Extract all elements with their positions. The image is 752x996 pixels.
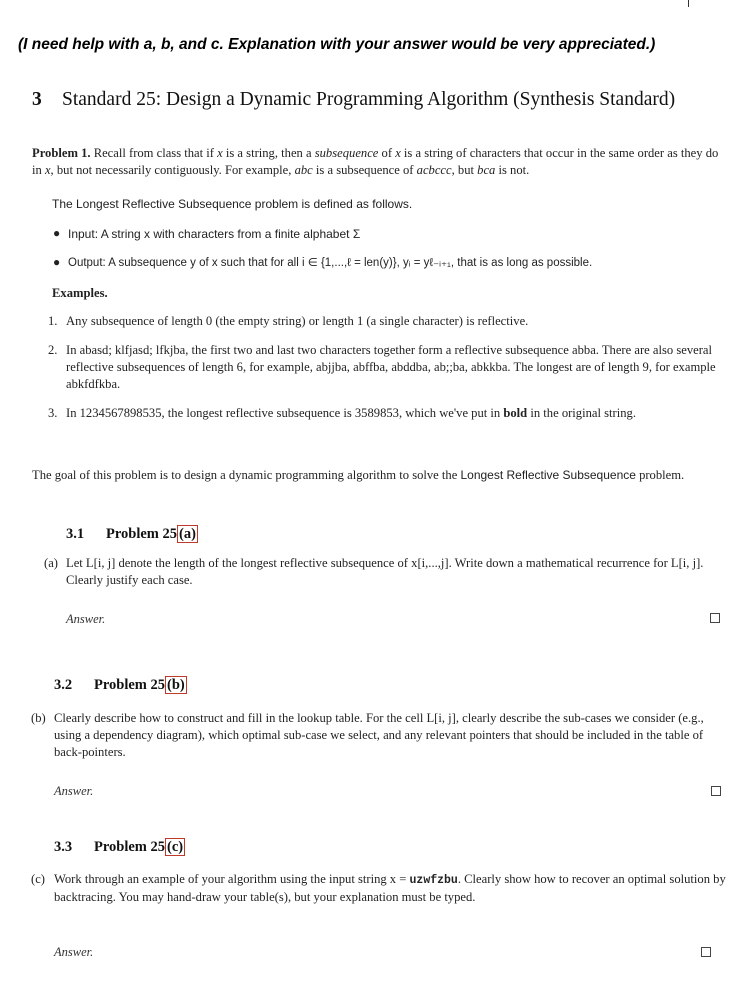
qed-square-icon [710,613,720,623]
definition-output: Output: A subsequence y of x such that for all i ∈ {1,...,ℓ = len(y)}, yᵢ = yℓ₋ᵢ₊₁, that is as long as possible. [68,257,593,269]
goal-paragraph: The goal of this problem is to design a dynamic programming algorithm to solve the Longest Reflective Subsequence problem. [32,468,685,482]
part-b-answer: Answer. [54,784,94,798]
subsection-3-2-heading: 3.2 Problem 25 (b) [54,677,185,693]
example-1-number: 1. [48,314,58,328]
part-c-text: Work through an example of your algorithm using the input string x = uzwfzbu. Clearly show how to recover an optimal solution by backtracing. You may hand-draw your table(s), but your explanation must be typed. [54,872,726,904]
help-request: (I need help with a, b, and c. Explanation with your answer would be very appreciated.) [18,36,656,53]
definition-intro: The Longest Reflective Subsequence problem is defined as follows. [52,197,413,211]
example-2-number: 2. [48,343,58,357]
part-c-label: (c) [31,872,45,886]
qed-square-icon [711,786,721,796]
section-number: 3 [32,89,42,110]
part-a-answer: Answer. [66,612,106,626]
example-2-text: In abasd; klfjasd; lfkjba, the first two and last two characters together form a reflective subsequence abba. There are also several reflective subsequences of length 6, for example, abjjba, abffba, abddba, ab;;ba, abkkba. The longest are of length 9, for example abkfdfkba. [66,343,716,391]
top-edge-mark [688,0,689,7]
subsection-3-1-heading: 3.1 Problem 25 (a) [66,526,196,542]
part-a-label: (a) [44,556,58,570]
qed-square-icon [701,947,711,957]
part-b-text: Clearly describe how to construct and fill in the lookup table. For the cell L[i, j], clearly describe the sub-cases we consider (e.g., using a dependency diagram), which optimal sub-case we select, and any relevant pointers that should be included in the table of back-pointers. [54,711,704,759]
example-3-number: 3. [48,406,58,420]
bullet-dot: ● [53,255,61,269]
part-a-text: Let L[i, j] denote the length of the longest reflective subsequence of x[i,...,j]. Write down a mathematical recurrence for L[i, j]. Clearly justify each case. [66,556,704,587]
part-b-label: (b) [31,711,46,725]
examples-heading: Examples. [52,286,108,300]
part-c-answer: Answer. [54,945,94,959]
problem-1-label: Problem 1. [32,146,91,160]
bullet-dot: ● [53,226,61,240]
subsection-3-3-heading: 3.3 Problem 25 (c) [54,839,184,855]
example-1-text: Any subsequence of length 0 (the empty string) or length 1 (a single character) is reflective. [66,314,529,328]
definition-input: Input: A string x with characters from a finite alphabet Σ [68,227,361,241]
example-3-text: In 1234567898535, the longest reflective subsequence is 3589853, which we've put in bold in the original string. [66,406,636,420]
problem-1-paragraph: Problem 1. Recall from class that if x is a string, then a subsequence of x is a string of characters that occur in the same order as they do in x, but not necessarily contiguously. For example, abc is a subsequence of acbccc, but bca is not. [32,146,719,177]
section-title: Standard 25: Design a Dynamic Programming Algorithm (Synthesis Standard) [62,89,676,110]
